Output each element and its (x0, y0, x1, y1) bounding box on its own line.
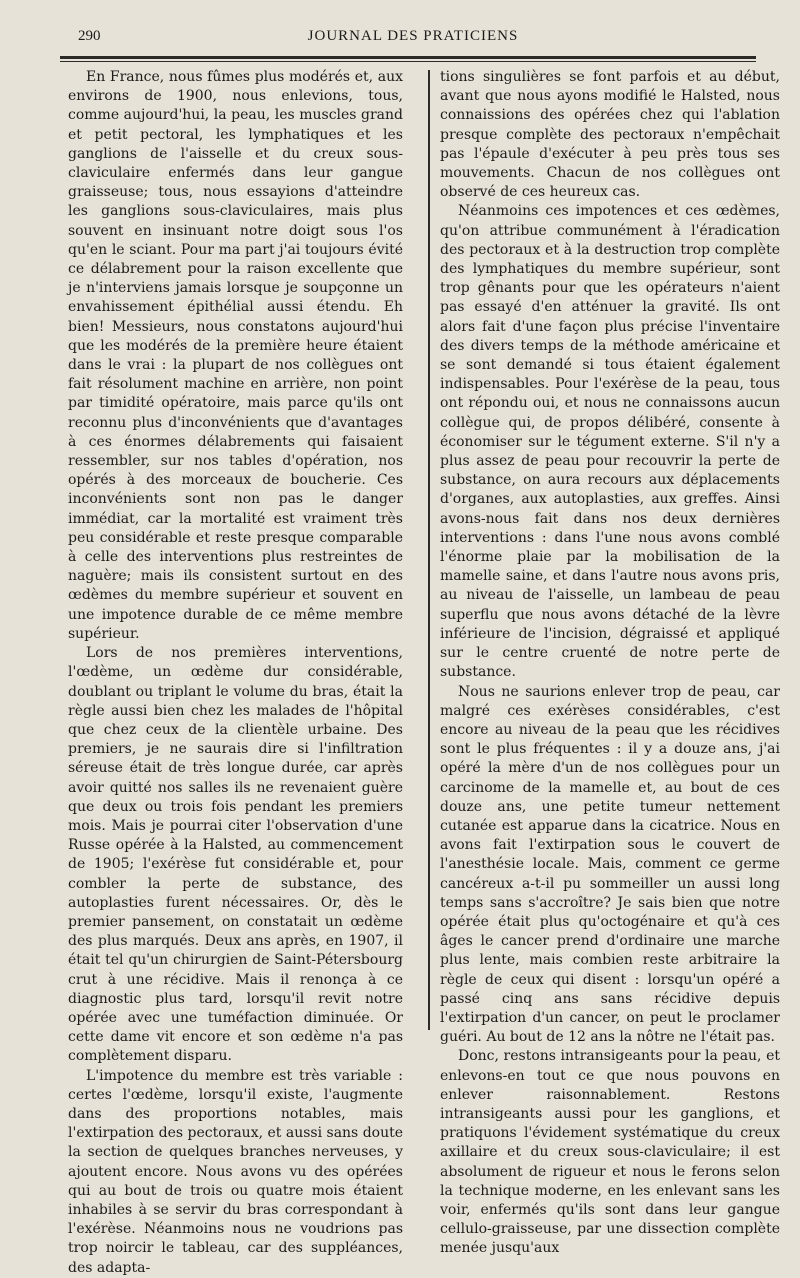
page-number: 290 (78, 28, 101, 44)
paragraph: En France, nous fûmes plus modérés et, aux environs de 1900, nous enlevions, tous, comme aujourd'hui, la peau, les muscles grand et petit pectoral, les lymphatiques et les ganglions de l'aisselle et du creux sous-claviculaire enfermés dans leur gangue graisseuse; tous, nous essayions d'atteindre les ganglions sous-claviculaires, mais plus souvent en insinuant notre doigt sous l'os qu'en le sciant. Pour ma part j'ai toujours évité ce délabrement pour la raison excellente que je n'interviens jamais lorsque je soupçonne un envahissement épithélial aussi étendu. Eh bien! Messieurs, nous constatons aujourd'hui que les modérés de la première heure étaient dans le vrai : la plupart de nos collègues ont fait résolument machine en arrière, non point par timidité opératoire, mais parce qu'ils ont reconnu plus d'inconvénients que d'avantages à ces énormes délabrements qui faisaient ressembler, sur nos tables d'opération, nos opérés à des morceaux de boucherie. Ces inconvénients sont non pas le danger immédiat, car la mortalité est vraiment très peu considérable et reste presque comparable à celle des interventions plus restreintes de naguère; mais ils consistent surtout en des œdèmes du membre supérieur et souvent en une impotence durable de ce même membre supérieur. (68, 69, 403, 642)
paragraph: tions singulières se font parfois et au début, avant que nous ayons modifié le Halsted, nous connaissions des opérées chez qui l'ablation presque complète des pectoraux n'empêchait pas l'épaule d'exécuter à peu près tous ses mouvements. Chacun de nos collègues ont observé de ces heureux cas. (440, 69, 780, 201)
column-divider (428, 70, 430, 1030)
paragraph: Nous ne saurions enlever trop de peau, car malgré ces exérèses considérables, c'est encore au niveau de la peau que les récidives sont le plus fréquentes : il y a douze ans, j'ai opéré la mère d'un de nos collègues pour un carcinome de la mamelle et, au bout de ces douze ans, une petite tumeur nettement cutanée est apparue dans la cicatrice. Nous en avons fait l'extirpation sous le couvert de l'anesthésie locale. Mais, comment ce germe cancéreux a-t-il pu sommeiller un aussi long temps sans s'accroître? Je sais bien que notre opérée était plus qu'octogénaire et qu'à ces âges le cancer prend d'ordinaire une marche plus lente, mais combien reste arbitraire la règle de ceux qui disent : lorsqu'un opéré a passé cinq ans sans récidive depuis l'extirpation d'un cancer, on peut le proclamer guéri. Au bout de 12 ans la nôtre ne l'était pas. (440, 683, 780, 1046)
right-column (440, 68, 780, 1259)
page-header (78, 28, 748, 52)
paragraph: Lors de nos premières interventions, l'œdème, un œdème dur considérable, doublant ou triplant le volume du bras, était la règle aussi bien chez les malades de l'hôpital que chez ceux de la clientèle urbaine. Des premiers, je ne saurais dire si l'infiltration séreuse était de très longue durée, car après avoir quitté nos salles ils ne revenaient guère que deux ou trois fois pendant les premiers mois. Mais je pourrai citer l'observation d'une Russe opérée à la Halsted, au commencement de 1905; l'exérèse fut considérable et, pour combler la perte de substance, des autoplasties furent nécessaires. Or, dès le premier pansement, on constatait un œdème des plus marqués. Deux ans après, en 1907, il était tel qu'un chirurgien de Saint-Pétersbourg crut à une récidive. Mais il renonça à ce diagnostic plus tard, lorsqu'il revit notre opérée avec une tuméfaction diminuée. Or cette dame vit encore et son œdème n'a pas complètement disparu. (68, 645, 403, 1065)
paragraph: Donc, restons intransigeants pour la peau, et enlevons-en tout ce que nous pouvons en enlever raisonnablement. Restons intransigeants aussi pour les ganglions, et pratiquons l'évidement systématique du creux axillaire et du creux sous-claviculaire; il est absolument de rigueur et nous le ferons selon la technique moderne, en les enlevant sans les voir, enfermés qu'ils sont dans leur gangue cellulo-graisseuse, par une dissection complète menée jusqu'aux (440, 1048, 780, 1257)
left-column (68, 68, 403, 1278)
header-rule-thin (60, 61, 756, 62)
paragraph: L'impotence du membre est très variable : certes l'œdème, lorsqu'il existe, l'augmente dans des proportions notables, mais l'extirpation des pectoraux, et aussi sans doute la section de quelques branches nerveuses, y ajoutent encore. Nous avons vu des opérées qui au bout de trois ou quatre mois étaient inhabiles à se servir du bras correspondant à l'exérèse. Néanmoins nous ne voudrions pas trop noircir le tableau, car des suppléances, des adapta- (68, 1067, 404, 1276)
header-rule-thick (60, 56, 756, 59)
paragraph: Néanmoins ces impotences et ces œdèmes, qu'on attribue communément à l'éradication des pectoraux et à la destruction trop complète des lymphatiques du membre supérieur, sont trop gênants pour que les opérateurs n'aient pas essayé d'en atténuer la gravité. Ils ont alors fait d'une façon plus précise l'inventaire des divers temps de la méthode américaine et se sont demandé si tous étaient également indispensables. Pour l'exérèse de la peau, tous ont répondu oui, et nous ne connaissons aucun collègue qui, de propos délibéré, consente à économiser sur le tégument externe. S'il n'y a plus assez de peau pour recouvrir la perte de substance, on aura recours aux déplacements d'organes, aux autoplasties, aux greffes. Ainsi avons-nous fait dans nos deux dernières interventions : dans l'une nous avons comblé l'énorme plaie par la mobilisation de la mamelle saine, et dans l'autre nous avons pris, au niveau de l'aisselle, un lambeau de peau superflu que nous avons détaché de la lèvre inférieure de l'incision, dégraissé et appliqué sur le centre cruenté de notre perte de substance. (440, 203, 780, 681)
journal-title: JOURNAL DES PRATICIENS (307, 28, 519, 44)
